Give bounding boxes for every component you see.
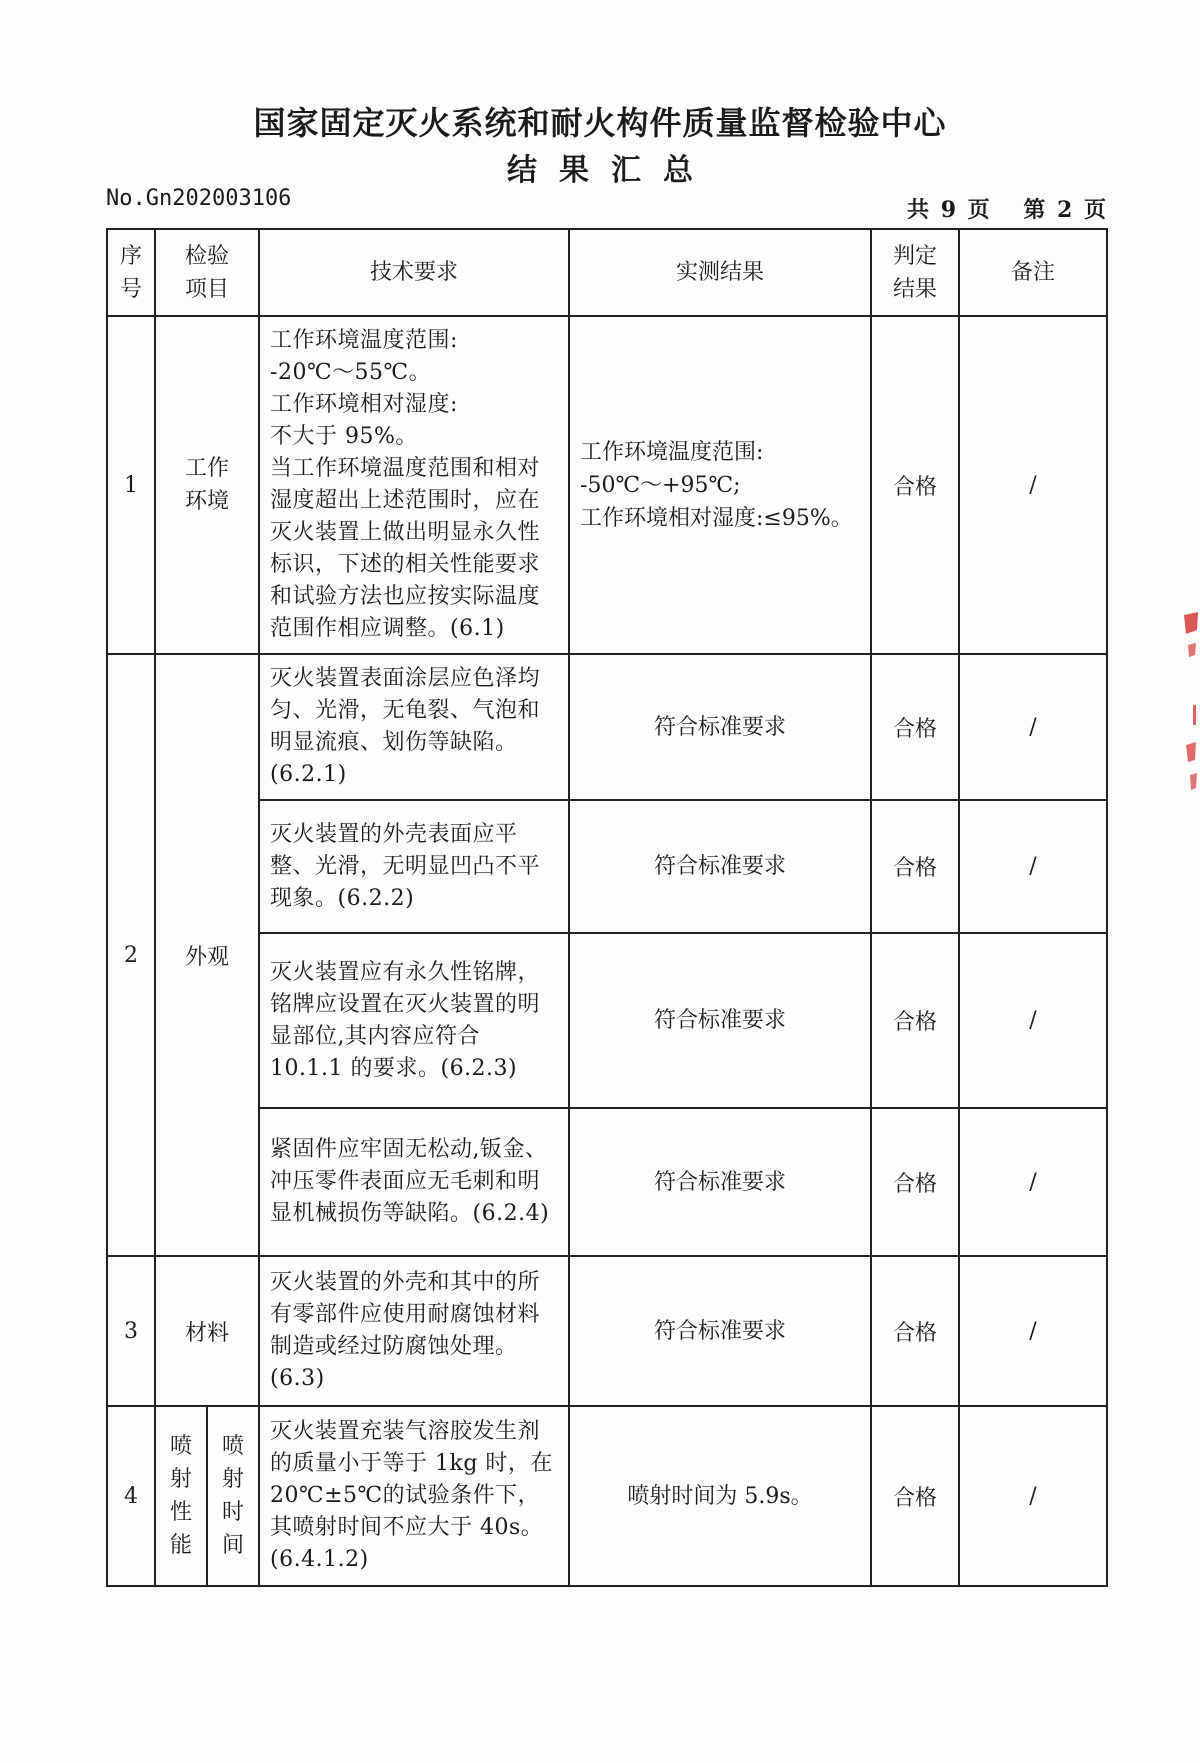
row-judgement: 合格 [871, 933, 959, 1108]
current-page: 第 2 页 [1023, 197, 1108, 223]
row-requirement: 紧固件应牢固无松动,钣金、冲压零件表面应无毛刺和明显机械损伤等缺陷。(6.2.4) [259, 1108, 569, 1256]
row-result: 符合标准要求 [569, 1256, 871, 1406]
row-result: 符合标准要求 [569, 800, 871, 933]
row-requirement: 灭火装置充装气溶胶发生剂的质量小于等于 1kg 时，在 20℃±5℃的试验条件下，其喷射时间不应大于 40s。(6.4.1.2) [259, 1406, 569, 1586]
row-remark: / [959, 1108, 1107, 1256]
row-seq: 3 [107, 1256, 155, 1406]
results-table [106, 228, 1108, 1587]
row-seq: 1 [107, 316, 155, 654]
header-result: 实测结果 [569, 229, 871, 316]
row-result: 喷射时间为 5.9s。 [569, 1406, 871, 1586]
row-result: 符合标准要求 [569, 933, 871, 1108]
row-remark: / [959, 316, 1107, 654]
row-item-label: 喷射性能 [169, 1434, 192, 1558]
header-judgement [871, 229, 959, 316]
total-pages: 共 9 页 [907, 197, 992, 223]
row-requirement: 灭火装置的外壳表面应平整、光滑，无明显凹凸不平现象。(6.2.2) [259, 800, 569, 933]
row-requirement: 工作环境温度范围: -20℃～55℃。 工作环境相对湿度: 不大于 95%。 当工作环境温度范围和相对湿度超出上述范围时，应在灭火装置上做出明显永久性标识，下述的相关性能要求和试验方法也应按实际温度范围作相应调整。(6.1) [259, 316, 569, 654]
table-header-row [107, 229, 1107, 316]
row-result: 符合标准要求 [569, 654, 871, 800]
row-result: 符合标准要求 [569, 1108, 871, 1256]
seal-stamp-fragment [1180, 610, 1200, 820]
row-judgement: 合格 [871, 316, 959, 654]
header-seq: 序号 [107, 229, 155, 316]
row-remark: / [959, 800, 1107, 933]
row-sub-item-label: 喷射时间 [222, 1434, 245, 1558]
table-row [107, 1256, 1107, 1406]
row-item: 材料 [155, 1256, 259, 1406]
row-requirement: 灭火装置的外壳和其中的所有零部件应使用耐腐蚀材料制造或经过防腐蚀处理。(6.3) [259, 1256, 569, 1406]
header-judgement-label: 判定结果 [893, 243, 938, 302]
row-remark: / [959, 1406, 1107, 1586]
table-row [107, 654, 1107, 800]
row-judgement: 合格 [871, 800, 959, 933]
row-item [155, 1406, 207, 1586]
row-item [155, 316, 259, 654]
row-result: 工作环境温度范围: -50℃～+95℃; 工作环境相对湿度:≤95%。 [569, 316, 871, 654]
doc-title: 结果汇总 [507, 153, 715, 188]
row-remark: / [959, 1256, 1107, 1406]
row-judgement: 合格 [871, 1108, 959, 1256]
row-remark: / [959, 933, 1107, 1108]
org-title: 国家固定灭火系统和耐火构件质量监督检验中心 [253, 104, 947, 142]
row-remark: / [959, 654, 1107, 800]
table-row [107, 1406, 1107, 1586]
table-row [107, 316, 1107, 654]
row-judgement: 合格 [871, 654, 959, 800]
row-item: 外观 [155, 654, 259, 1256]
row-seq: 2 [107, 654, 155, 1256]
header-item [155, 229, 259, 316]
row-requirement: 灭火装置应有永久性铭牌，铭牌应设置在灭火装置的明显部位,其内容应符合 10.1.1 的要求。(6.2.3) [259, 933, 569, 1108]
header-item-label: 检验项目 [185, 243, 230, 302]
report-number: No.Gn202003106 [106, 186, 292, 211]
page-info [901, 193, 1108, 224]
row-judgement: 合格 [871, 1256, 959, 1406]
row-item-label: 工作环境 [185, 456, 230, 514]
row-judgement: 合格 [871, 1406, 959, 1586]
row-requirement: 灭火装置表面涂层应色泽均匀、光滑，无龟裂、气泡和明显流痕、划伤等缺陷。(6.2.1) [259, 654, 569, 800]
header-requirement: 技术要求 [259, 229, 569, 316]
row-sub-item [207, 1406, 259, 1586]
row-seq: 4 [107, 1406, 155, 1586]
header-remark: 备注 [959, 229, 1107, 316]
